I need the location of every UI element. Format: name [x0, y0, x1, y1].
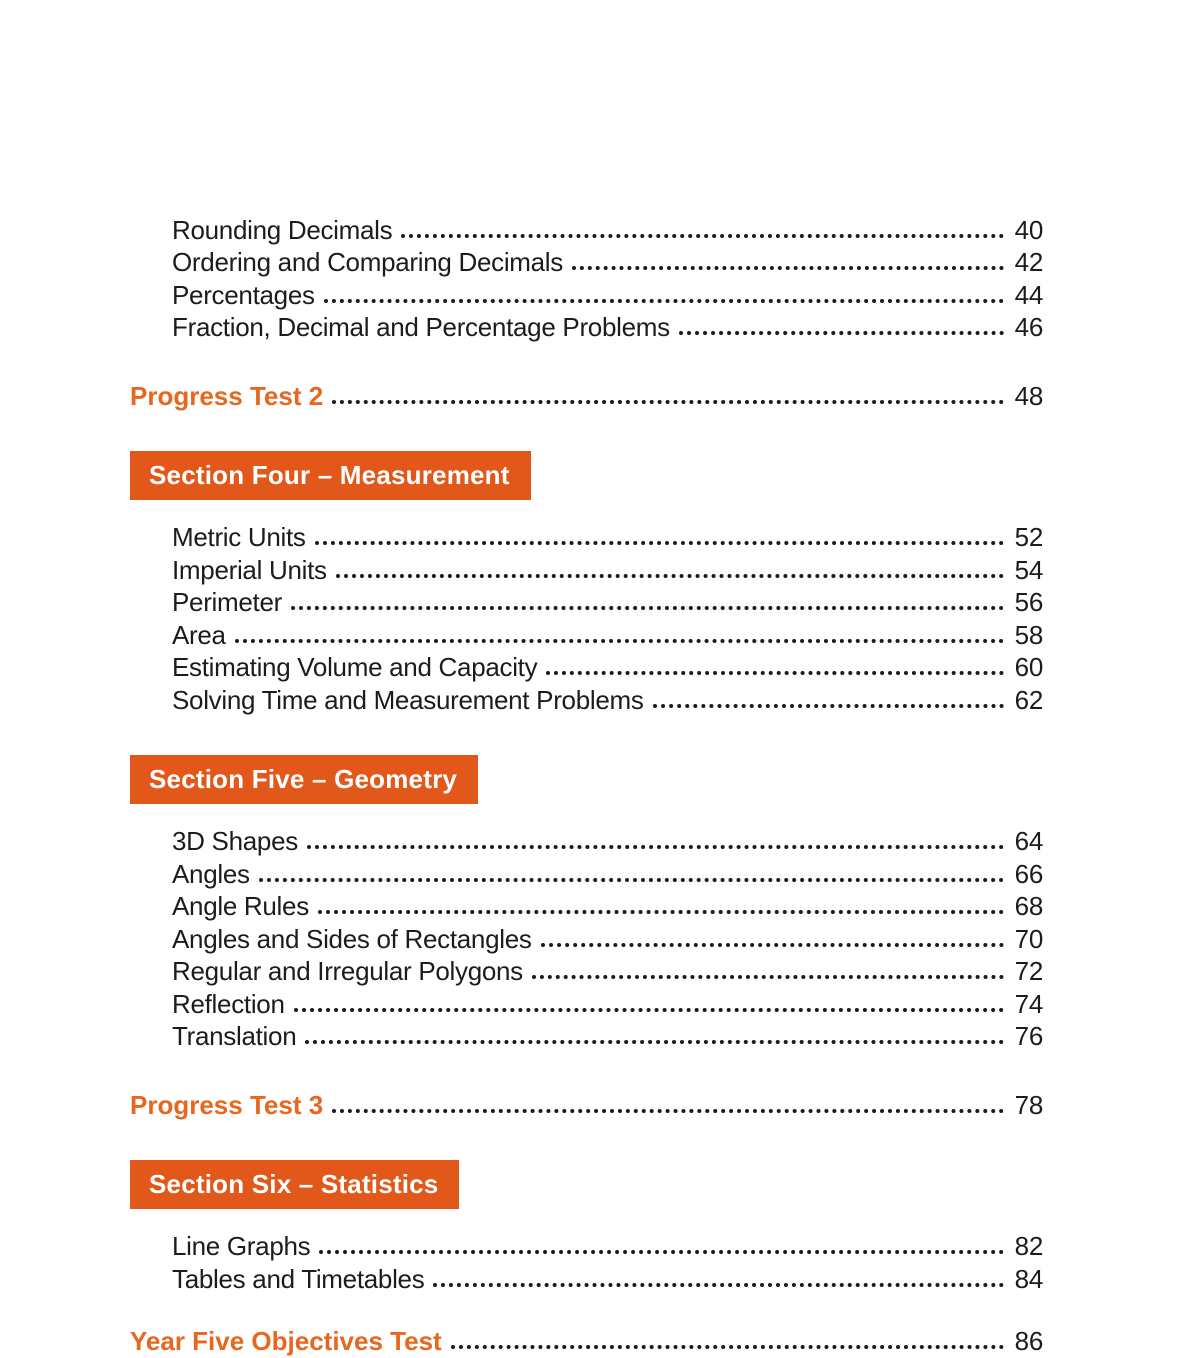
dot-leader [572, 266, 1004, 270]
entry-page-number: 72 [1014, 956, 1043, 986]
section-banner-row [130, 451, 1043, 500]
entry-page-number: 56 [1014, 587, 1043, 617]
dot-leader [451, 1345, 1004, 1349]
entry-page-number: 60 [1014, 652, 1043, 682]
entry-page-number: 64 [1014, 826, 1043, 856]
dot-leader [653, 704, 1004, 708]
entry-page-number: 52 [1014, 522, 1043, 552]
entry-group [130, 520, 1043, 715]
entry-page-number: 76 [1014, 1021, 1043, 1051]
toc-entry [130, 212, 1043, 245]
toc-entry [130, 682, 1043, 715]
entry-label: Estimating Volume and Capacity [172, 652, 538, 682]
entry-label: Perimeter [172, 587, 282, 617]
entry-page-number: 74 [1014, 988, 1043, 1019]
toc-entry [130, 1229, 1043, 1262]
entry-label: Rounding Decimals [172, 214, 393, 245]
toc-milestone-entry [130, 1087, 1043, 1120]
entry-page-number: 44 [1014, 279, 1043, 310]
section-banner-row [130, 755, 1043, 804]
entry-label: Solving Time and Measurement Problems [172, 684, 644, 715]
toc-entry [130, 552, 1043, 585]
section-banner-row [130, 1160, 1043, 1209]
toc-entry [130, 617, 1043, 650]
entry-label: Fraction, Decimal and Percentage Problems [172, 312, 670, 342]
toc-milestone-entry [130, 378, 1043, 411]
dot-leader [546, 671, 1004, 675]
milestone-page-number: 78 [1014, 1089, 1043, 1120]
dot-leader [259, 878, 1004, 882]
toc-entry [130, 954, 1043, 987]
milestone-label: Year Five Objectives Test [130, 1326, 442, 1356]
entry-page-number: 68 [1014, 891, 1043, 921]
entry-page-number: 46 [1014, 312, 1043, 342]
dot-leader [541, 943, 1004, 947]
entry-page-number: 40 [1014, 214, 1043, 245]
toc-content [130, 212, 1043, 1356]
milestone-page-number: 48 [1014, 380, 1043, 411]
dot-leader [324, 299, 1004, 303]
entry-label: Imperial Units [172, 554, 327, 585]
toc-entry [130, 921, 1043, 954]
entry-label: Line Graphs [172, 1231, 311, 1261]
entry-page-number: 58 [1014, 619, 1043, 650]
entry-page-number: 62 [1014, 684, 1043, 715]
entry-group [130, 1229, 1043, 1294]
toc-entry [130, 277, 1043, 310]
entry-page-number: 42 [1014, 247, 1043, 277]
dot-leader [235, 639, 1004, 643]
toc-entry [130, 824, 1043, 857]
toc-entry [130, 1261, 1043, 1294]
dot-leader [305, 1040, 1004, 1044]
dot-leader [291, 606, 1004, 610]
entry-label: Angle Rules [172, 891, 309, 921]
dot-leader [336, 574, 1004, 578]
dot-leader [401, 234, 1004, 238]
section-banner: Section Five – Geometry [130, 755, 478, 804]
entry-page-number: 82 [1014, 1231, 1043, 1261]
milestone-page-number: 86 [1014, 1326, 1043, 1356]
entry-label: Angles [172, 858, 250, 889]
entry-label: Ordering and Comparing Decimals [172, 247, 563, 277]
toc-entry [130, 245, 1043, 278]
entry-label: Percentages [172, 279, 315, 310]
entry-label: Translation [172, 1021, 297, 1051]
dot-leader [307, 845, 1004, 849]
milestone-label: Progress Test 2 [130, 380, 324, 411]
entry-group [130, 212, 1043, 342]
dot-leader [679, 331, 1004, 335]
toc-entry [130, 1019, 1043, 1052]
toc-entry [130, 856, 1043, 889]
entry-label: Angles and Sides of Rectangles [172, 923, 532, 954]
toc-entry [130, 520, 1043, 553]
toc-entry [130, 889, 1043, 922]
dot-leader [294, 1008, 1004, 1012]
entry-label: Reflection [172, 988, 285, 1019]
dot-leader [532, 975, 1004, 979]
toc-entry [130, 310, 1043, 343]
entry-page-number: 54 [1014, 554, 1043, 585]
dot-leader [332, 400, 1004, 404]
entry-label: 3D Shapes [172, 826, 298, 856]
milestone-label: Progress Test 3 [130, 1089, 324, 1120]
section-banner: Section Six – Statistics [130, 1160, 459, 1209]
entry-label: Area [172, 619, 226, 650]
toc-entry [130, 650, 1043, 683]
entry-label: Regular and Irregular Polygons [172, 956, 523, 986]
section-banner: Section Four – Measurement [130, 451, 531, 500]
dot-leader [332, 1109, 1004, 1113]
dot-leader [318, 910, 1004, 914]
entry-group [130, 824, 1043, 1052]
dot-leader [433, 1283, 1004, 1287]
entry-page-number: 66 [1014, 858, 1043, 889]
toc-entry [130, 986, 1043, 1019]
entry-page-number: 70 [1014, 923, 1043, 954]
toc-entry [130, 585, 1043, 618]
dot-leader [315, 541, 1004, 545]
toc-milestone-entry [130, 1324, 1043, 1357]
entry-label: Tables and Timetables [172, 1263, 425, 1294]
dot-leader [319, 1250, 1004, 1254]
entry-label: Metric Units [172, 522, 306, 552]
entry-page-number: 84 [1014, 1263, 1043, 1294]
